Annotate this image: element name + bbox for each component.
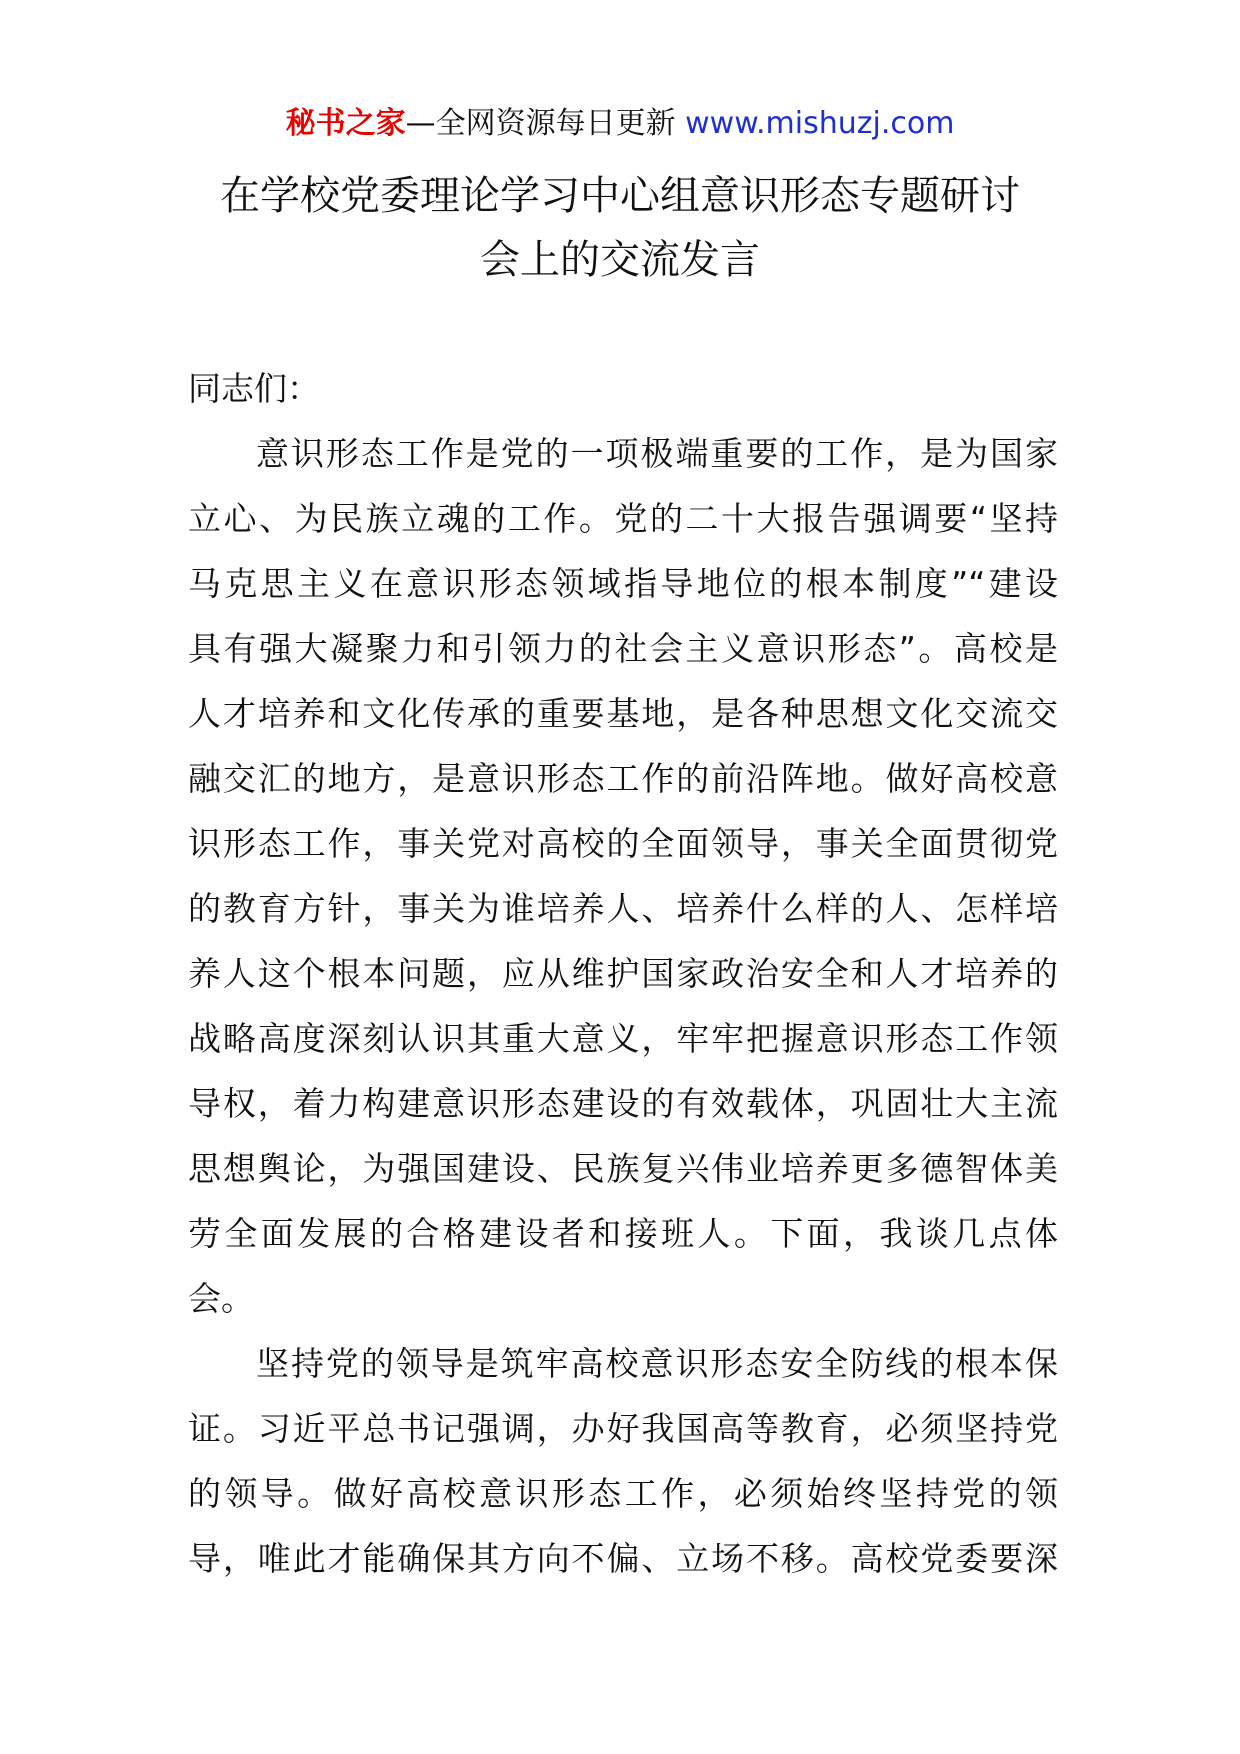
paragraph-line: 劳全面发展的合格建设者和接班人。下面，我谈几点体 xyxy=(188,1214,1058,1253)
paragraph-line: 人才培养和文化传承的重要基地，是各种思想文化交流交 xyxy=(188,694,1058,733)
paragraph-line: 识形态工作，事关党对高校的全面领导，事关全面贯彻党 xyxy=(188,824,1058,863)
salutation: 同志们： xyxy=(188,369,320,408)
paragraph-line: 导，唯此才能确保其方向不偏、立场不移。高校党委要深 xyxy=(188,1539,1058,1578)
paragraph-line: 证。习近平总书记强调，办好我国高等教育，必须坚持党 xyxy=(188,1409,1058,1448)
paragraph-line: 立心、为民族立魂的工作。党的二十大报告强调要“坚持 xyxy=(188,499,1058,538)
paragraph-1 xyxy=(188,421,1058,1331)
paragraph-line: 会。 xyxy=(188,1279,254,1318)
paragraph-line: 马克思主义在意识形态领域指导地位的根本制度”“建设 xyxy=(188,564,1058,603)
site-watermark-header xyxy=(0,102,1240,146)
paragraph-line: 具有强大凝聚力和引领力的社会主义意识形态”。高校是 xyxy=(188,629,1058,668)
paragraph-line: 的教育方针，事关为谁培养人、培养什么样的人、怎样培 xyxy=(188,889,1058,928)
brand-name: 秘书之家 xyxy=(285,106,406,141)
paragraph-line: 战略高度深刻认识其重大意义，牢牢把握意识形态工作领 xyxy=(188,1019,1058,1058)
document-title xyxy=(150,164,1090,292)
document-body xyxy=(188,356,1058,1591)
paragraph-line: 坚持党的领导是筑牢高校意识形态安全防线的根本保 xyxy=(256,1344,1058,1383)
paragraph-line: 融交汇的地方，是意识形态工作的前沿阵地。做好高校意 xyxy=(188,759,1058,798)
paragraph-line: 养人这个根本问题，应从维护国家政治安全和人才培养的 xyxy=(188,954,1058,993)
paragraph-line: 导权，着力构建意识形态建设的有效载体，巩固壮大主流 xyxy=(188,1084,1058,1123)
paragraph-2 xyxy=(188,1331,1058,1591)
title-line-2: 会上的交流发言 xyxy=(480,237,760,283)
paragraph-line: 意识形态工作是党的一项极端重要的工作，是为国家 xyxy=(256,434,1058,473)
brand-slogan: —全网资源每日更新 xyxy=(405,106,686,141)
website-url[interactable]: www.mishuzj.com xyxy=(685,106,955,141)
paragraph-line: 思想舆论，为强国建设、民族复兴伟业培养更多德智体美 xyxy=(188,1149,1058,1188)
paragraph-line: 的领导。做好高校意识形态工作，必须始终坚持党的领 xyxy=(188,1474,1058,1513)
title-line-1: 在学校党委理论学习中心组意识形态专题研讨 xyxy=(220,173,1020,219)
